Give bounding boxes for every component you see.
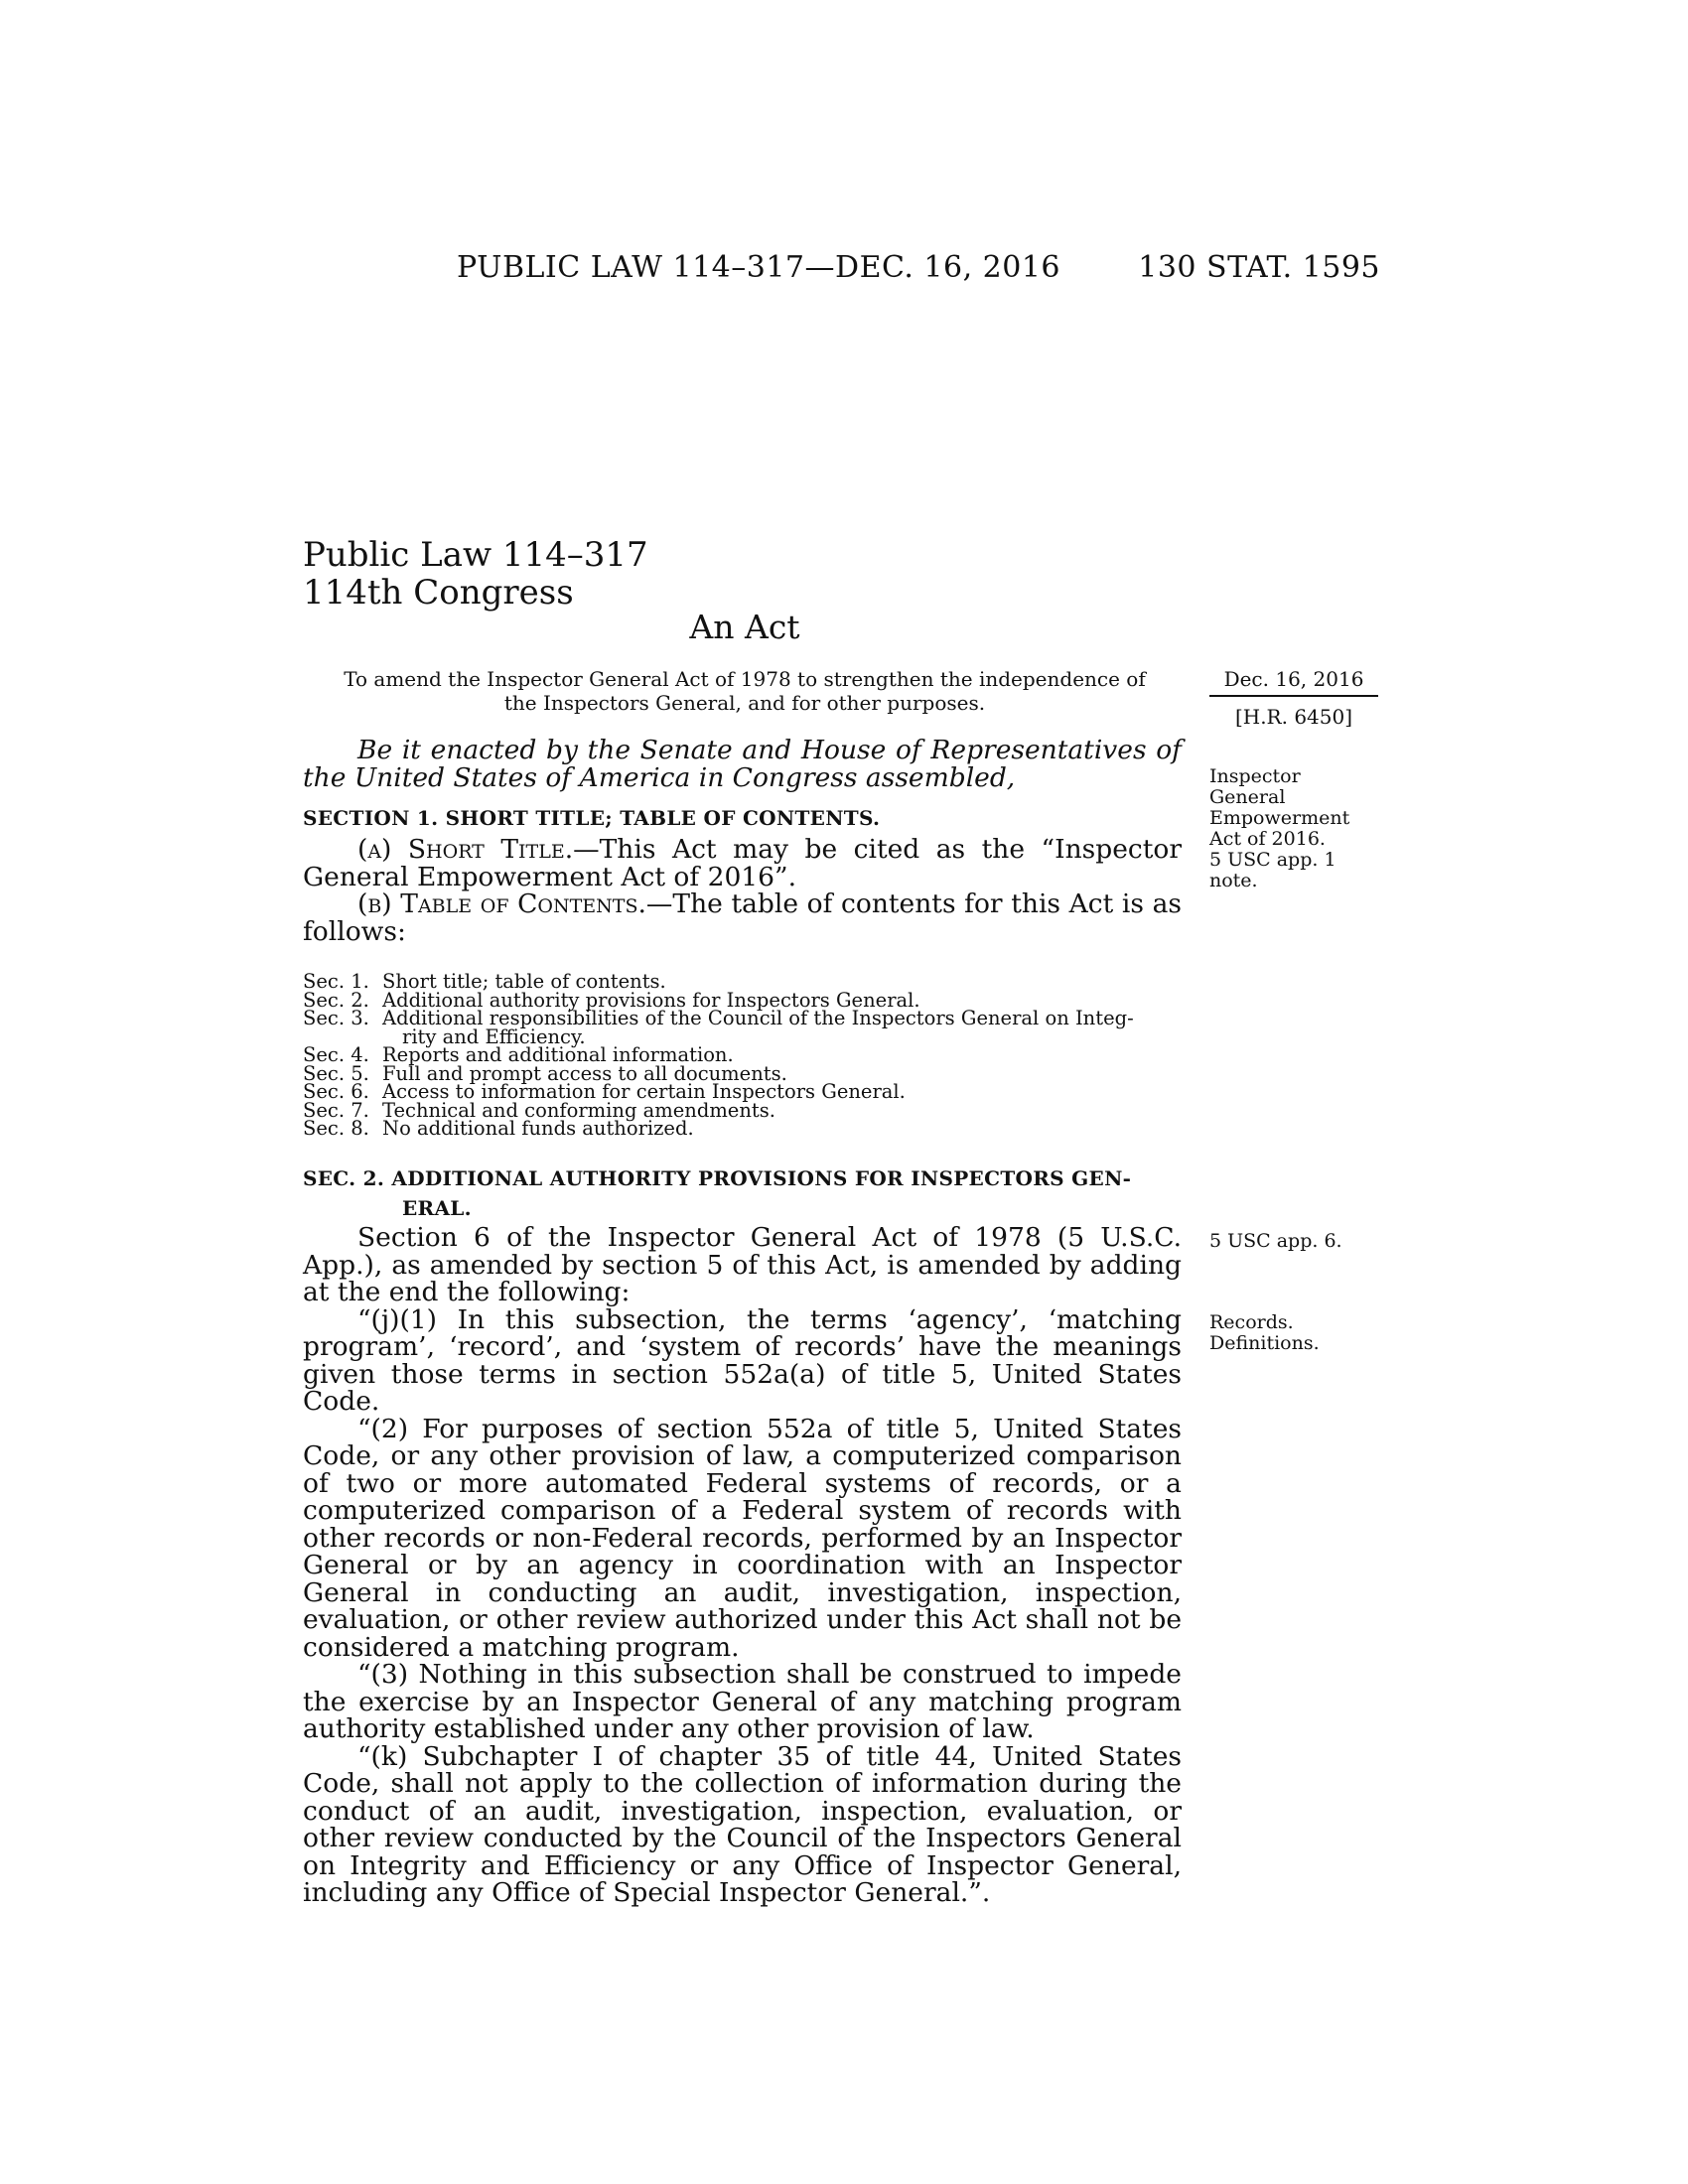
toc-section-number: Sec. 1. (303, 970, 369, 993)
section-1-body (303, 836, 1182, 945)
enactment-date: Dec. 16, 2016 (1209, 667, 1378, 697)
section-2-paragraph: Section 6 of the Inspector General Act of 1978 (5 U.S.C. App.), as amended by section 5 of this Act, is amended by adding at the end the following: (303, 1222, 1182, 1307)
margin-note-line: Act of 2016. (1209, 828, 1326, 850)
margin-note-line: Empowerment (1209, 807, 1350, 829)
subsection-b-label: (b) Table of Contents. (357, 888, 646, 919)
toc-section-title: Technical and conforming amendments. (382, 1098, 775, 1122)
toc-section-title: Full and prompt access to all documents. (382, 1061, 787, 1085)
bill-number: [H.R. 6450] (1234, 705, 1353, 729)
margin-note-usc-app-6: 5 USC app. 6. (1209, 1230, 1342, 1252)
toc-section-number: Sec. 5. (303, 1061, 369, 1085)
enactment-date-box (1209, 667, 1378, 729)
section-2-heading-line: SEC. 2. ADDITIONAL AUTHORITY PROVISIONS FOR INSPECTORS GEN- (303, 1166, 1132, 1190)
toc-section-title: Reports and additional information. (382, 1043, 734, 1066)
toc-section-number: Sec. 3. (303, 1007, 369, 1029)
toc-section-number: Sec. 2. (303, 988, 369, 1012)
margin-note-short-title (1209, 766, 1378, 891)
margin-note-line: Definitions. (1209, 1332, 1320, 1354)
toc-section-title-continuation: rity and Efficiency. (402, 1024, 586, 1048)
section-2-heading (303, 1163, 1182, 1223)
section-1-subsection-a (303, 836, 1182, 890)
toc-row (303, 1117, 1182, 1140)
toc-section-title: Additional authority provisions for Inspectors General. (382, 988, 920, 1012)
section-2-paragraph: “(2) For purposes of section 552a of title 5, United States Code, or any other provision of law, a computerized comparison of two or more automated Federal systems of records, or a computerized comparison of a Federal system of records with other records or non-Federal records, performed by an Inspector General or by an agency in coordination with an Inspector General in conducting an audit, investigation, inspection, evaluation, or other review authorized under this Act shall not be considered a matching program. (303, 1413, 1182, 1663)
section-2-body (303, 1224, 1182, 1907)
margin-note-line: General (1209, 786, 1286, 808)
act-purpose: To amend the Inspector General Act of 1978 to strengthen the independence of the Inspectors General, and for other purposes. (344, 667, 1146, 715)
act-heading: An Act (689, 608, 800, 646)
toc-section-title: No additional funds authorized. (382, 1117, 694, 1140)
toc-section-title: Short title; table of contents. (382, 970, 666, 993)
toc-section-number: Sec. 7. (303, 1098, 369, 1122)
enacting-clause: Be it enacted by the Senate and House of Representatives of the United States of America in Congress assembled, (303, 735, 1182, 793)
subsection-a-label: (a) Short Title. (357, 834, 574, 865)
margin-note-line: 5 USC app. 1 (1209, 849, 1336, 871)
law-title-block (303, 536, 648, 612)
margin-note-line: note. (1209, 870, 1258, 891)
subsection-a-text: —This Act may be cited as the “Inspector General Empowerment Act of 2016”. (303, 834, 1182, 892)
public-law-number: Public Law 114–317 (303, 535, 648, 575)
section-2-paragraph: “(3) Nothing in this subsection shall be construed to impede the exercise by an Inspector General of any matching program authority established under any other provision of law. (303, 1659, 1182, 1744)
toc-section-title: Additional responsibilities of the Council of the Inspectors General on Integ- (382, 1007, 1134, 1029)
running-head-citation: PUBLIC LAW 114–317—DEC. 16, 2016 (457, 250, 1061, 285)
section-2-paragraph: “(j)(1) In this subsection, the terms ‘agency’, ‘matching program’, ‘record’, and ‘system of records’ have the meanings given those terms in section 552a(a) of title 5, United States Code. (303, 1303, 1182, 1417)
toc-section-number: Sec. 6. (303, 1080, 369, 1103)
section-2-heading-line: ERAL. (402, 1196, 472, 1220)
table-of-contents (303, 970, 1182, 1140)
section-1-subsection-b (303, 890, 1182, 945)
section-1-heading: SECTION 1. SHORT TITLE; TABLE OF CONTENTS. (303, 806, 881, 830)
toc-section-number: Sec. 8. (303, 1117, 369, 1140)
margin-note-records-definitions (1209, 1312, 1378, 1354)
congress-number: 114th Congress (303, 573, 574, 613)
toc-section-number: Sec. 4. (303, 1043, 369, 1066)
margin-note-line: Inspector (1209, 765, 1301, 787)
toc-section-title: Access to information for certain Inspectors General. (382, 1080, 906, 1103)
margin-note-line: Records. (1209, 1311, 1294, 1333)
subsection-b-text: —The table of contents for this Act is as follows: (303, 888, 1182, 947)
section-2-paragraph: “(k) Subchapter I of chapter 35 of title 44, United States Code, shall not apply to the collection of information during the conduct of an audit, investigation, inspection, evaluation, or other review conducted by the Council of the Inspectors General on Integrity and Efficiency or any Office of Inspector General, including any Office of Special Inspector General.”. (303, 1740, 1182, 1908)
running-head-stat-page: 130 STAT. 1595 (1138, 250, 1380, 285)
